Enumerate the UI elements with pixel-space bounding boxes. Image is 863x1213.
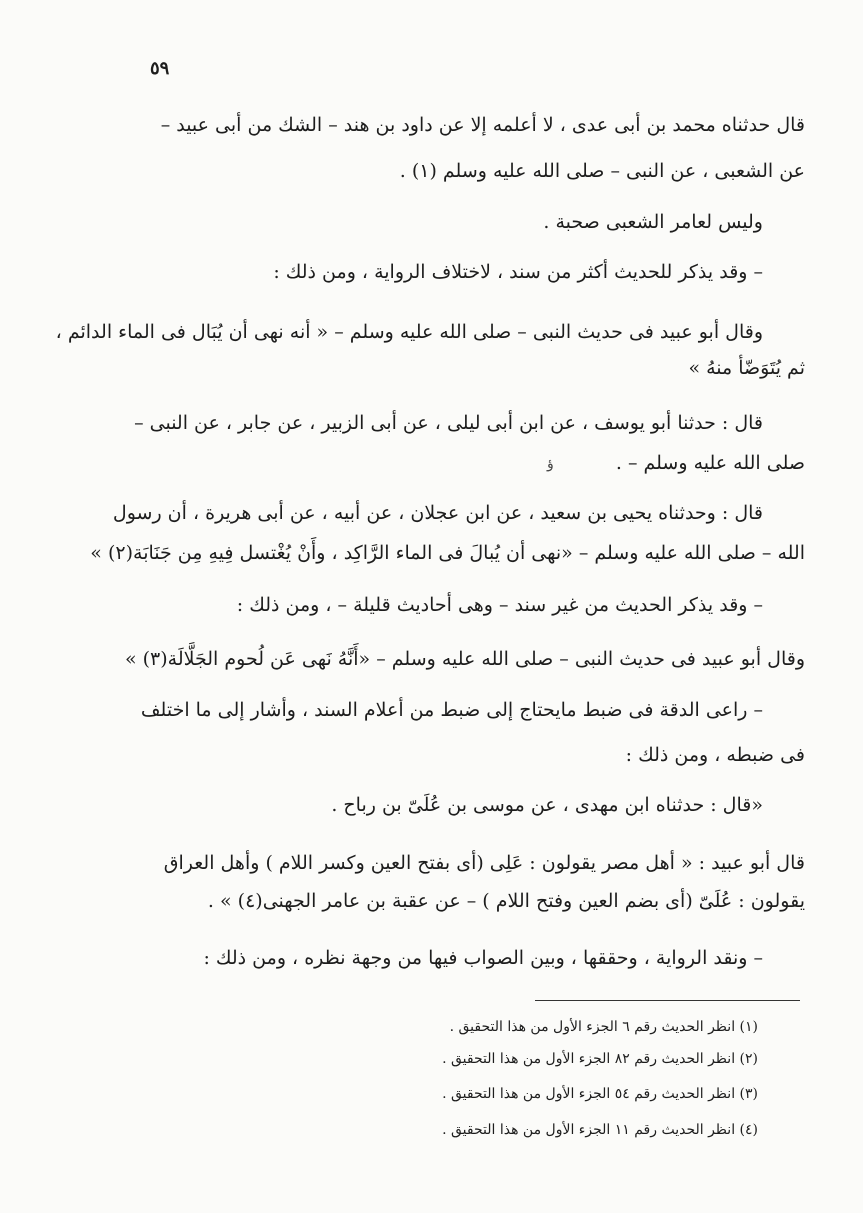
footnote: (٣) انظر الحديث رقم ٥٤ الجزء الأول من هذا التحقيق . — [442, 1086, 758, 1102]
text-line: صلى الله عليه وسلم – . — [615, 452, 805, 474]
footnote: (٢) انظر الحديث رقم ٨٢ الجزء الأول من هذا التحقيق . — [442, 1051, 758, 1067]
footnote-divider — [535, 1000, 800, 1001]
text-line: وليس لعامر الشعبى صحبة . — [543, 211, 763, 233]
text-line: فى ضبطه ، ومن ذلك : — [625, 744, 805, 766]
text-line: «قال : حدثناه ابن مهدى ، عن موسى بن عُلَىّ بن رباح . — [331, 794, 763, 816]
footnote: (٤) انظر الحديث رقم ١١ الجزء الأول من هذا التحقيق . — [442, 1122, 758, 1138]
page-number: ٥٩ — [150, 58, 170, 79]
text-line: – وقد يذكر للحديث أكثر من سند ، لاختلاف الرواية ، ومن ذلك : — [273, 261, 763, 283]
text-line: – وقد يذكر الحديث من غير سند – وهى أحاديث قليلة – ، ومن ذلك : — [236, 594, 763, 616]
text-line: قال : حدثنا أبو يوسف ، عن ابن أبى ليلى ، عن أبى الزبير ، عن جابر ، عن النبى – — [134, 412, 763, 434]
text-line: عن الشعبى ، عن النبى – صلى الله عليه وسلم (١) . — [399, 160, 805, 182]
text-line: وقال أبو عبيد فى حديث النبى – صلى الله عليه وسلم – «أَنَّهُ نَهى عَن لُحوم الجَلَّالَة(٣) » — [124, 648, 805, 670]
footnote: (١) انظر الحديث رقم ٦ الجزء الأول من هذا التحقيق . — [449, 1019, 758, 1035]
text-line: قال : وحدثناه يحيى بن سعيد ، عن ابن عجلان ، عن أبيه ، عن أبى هريرة ، أن رسول — [112, 502, 763, 524]
text-line: الله – صلى الله عليه وسلم – «نهى أن يُبالَ فى الماء الرَّاكِد ، وأَنْ يُغْتسل فِيهِ مِن جَنَابَة(٢) » — [90, 542, 805, 564]
text-line: – راعى الدقة فى ضبط مايحتاج إلى ضبط من أعلام السند ، وأشار إلى ما اختلف — [140, 699, 763, 721]
stray-mark: ؤ — [547, 456, 554, 472]
text-line: قال أبو عبيد : « أهل مصر يقولون : عَلِى (أى بفتح العين وكسر اللام ) وأهل العراق — [163, 852, 805, 874]
text-line: يقولون : عُلَىّ (أى بضم العين وفتح اللام ) – عن عقبة بن عامر الجهنى(٤) » . — [207, 890, 805, 912]
text-line: وقال أبو عبيد فى حديث النبى – صلى الله عليه وسلم – « أنه نهى أن يُبَال فى الماء الدائم ، — [55, 321, 763, 343]
text-line: – ونقد الرواية ، وحققها ، وبين الصواب فيها من وجهة نظره ، ومن ذلك : — [203, 947, 763, 969]
text-line: ثم يُتَوَضّأ منهُ » — [688, 357, 805, 379]
text-line: قال حدثناه محمد بن أبى عدى ، لا أعلمه إلا عن داود بن هند – الشك من أبى عبيد – — [160, 114, 805, 136]
